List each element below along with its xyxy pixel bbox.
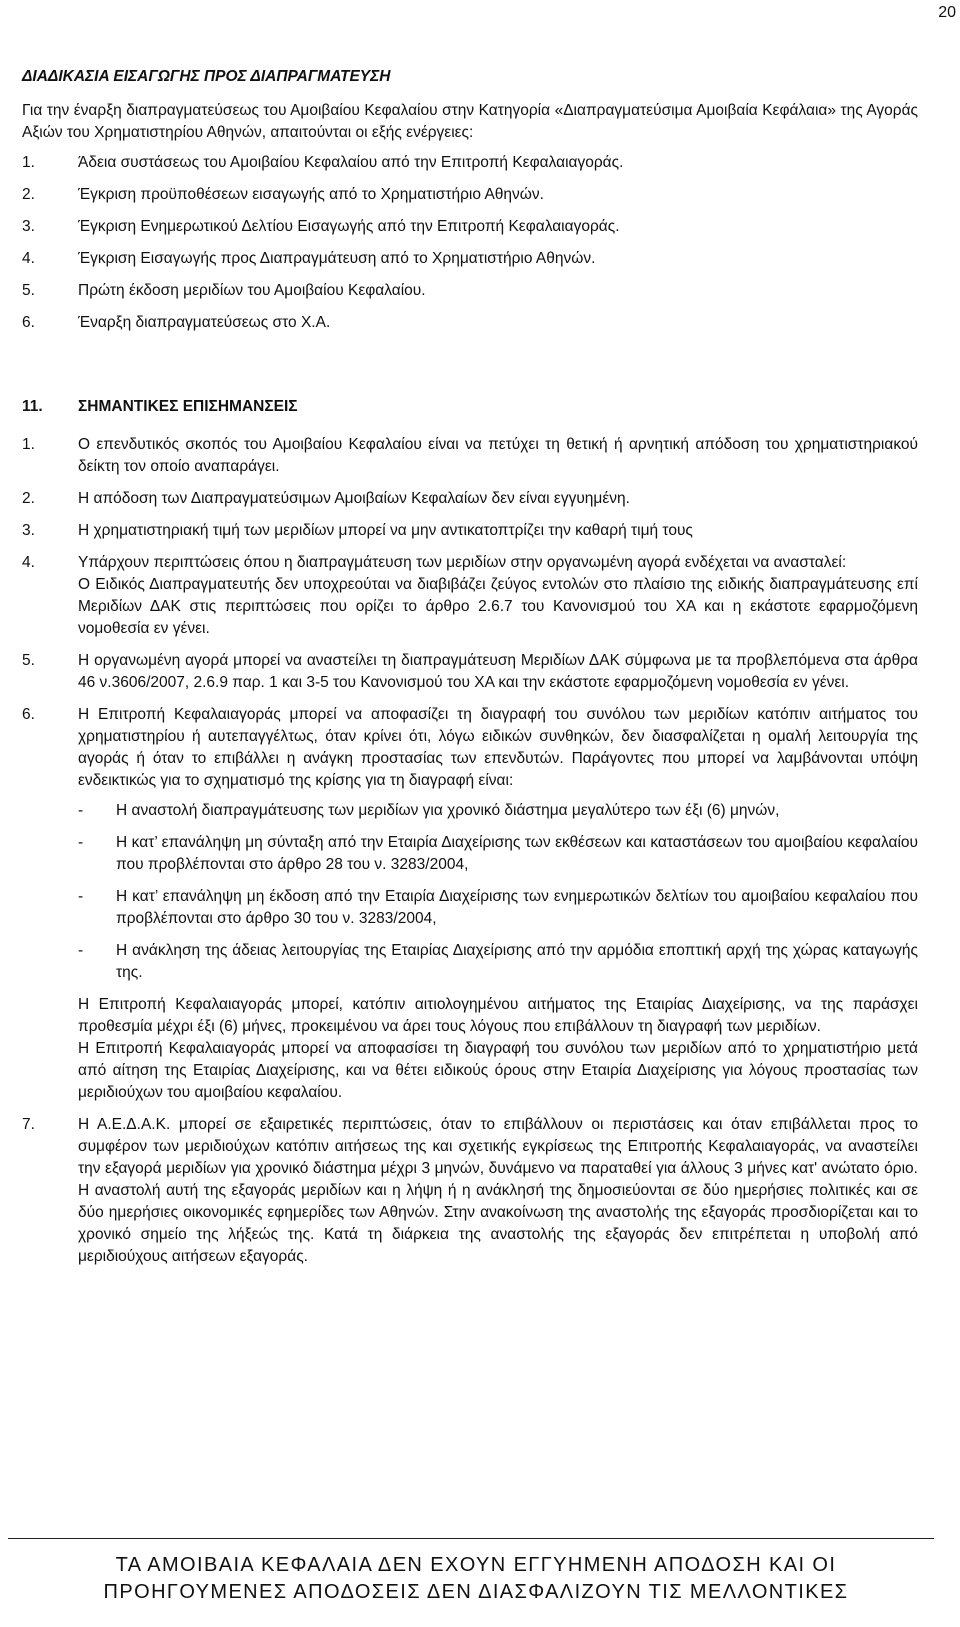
step-text: Έγκριση Εισαγωγής προς Διαπραγμάτευση από το Χρηματιστήριο Αθηνών. (78, 250, 596, 267)
step-number: 1. (22, 154, 35, 171)
dash-item (78, 886, 918, 930)
note-indented-paragraph: Ο Ειδικός Διαπραγματευτής δεν υποχρεούται να διαβιβάζει ζεύγος εντολών στο πλαίσιο της ειδικής διαπραγμάτευσης επί Μεριδίων ΔΑΚ στις περιπτώσεις που ορίζει το άρθρο 2.6.7 του Κανονισμού του ΧΑ και η εκάστοτε εφαρμοζόμενη νομοθεσία εν γένει. (78, 576, 918, 637)
note-text: Η χρηματιστηριακή τιμή των μεριδίων μπορεί να μην αντικατοπτρίζει την καθαρή τιμή τους (78, 522, 693, 539)
note-followup-paragraph: Η Επιτροπή Κεφαλαιαγοράς μπορεί να αποφασίσει τη διαγραφή του συνόλου των μεριδίων από το χρηματιστήριο μετά από αίτηση της Εταιρίας Διαχείρισης, και να θέτει ειδικούς όρους στην Εταιρία Διαχείρισης για λόγους προστασίας των μεριδιούχων του αμοιβαίου κεφαλαίου. (78, 1040, 918, 1101)
dash-item (78, 940, 918, 984)
procedure-title: ΔΙΑΔΙΚΑΣΙΑ ΕΙΣΑΓΩΓΗΣ ΠΡΟΣ ΔΙΑΠΡΑΓΜΑΤΕΥΣΗ (22, 68, 391, 85)
delisting-factors-list (78, 800, 918, 984)
note-text: Υπάρχουν περιπτώσεις όπου η διαπραγμάτευση των μεριδίων στην οργανωμένη αγορά ενδέχεται να ανασταλεί: (78, 554, 847, 571)
note-item (22, 704, 918, 1104)
dash-item (78, 832, 918, 876)
footer-disclaimer (16, 1552, 936, 1606)
page-number: 20 (938, 4, 956, 21)
procedure-steps (22, 152, 918, 334)
note-number: 3. (22, 522, 35, 539)
note-text: Η Α.Ε.Δ.Α.Κ. μπορεί σε εξαιρετικές περιπτώσεις, όταν το επιβάλλουν οι περιστάσεις και όταν επιβάλλεται προς το συμφέρον των μεριδιούχων κατόπιν αιτήσεως της και σχετικής εγκρίσεως της Επιτροπής Κεφαλαιαγοράς, να αναστείλει την εξαγορά μεριδίων για χρονικό διάστημα μέχρι 3 μηνών, δυνάμενο να παραταθεί για άλλους 3 μήνες κατ' ανώτατο όριο. Η αναστολή αυτή της εξαγοράς μεριδίων και η λήψη ή η ανάκλησή της δημοσιεύονται σε δύο ημερήσιες πολιτικές και σε δύο ημερήσιες οικονομικές εφημερίδες των Αθηνών. Στην ανακοίνωση της αναστολής της εξαγοράς προσδιορίζεται και το χρονικό σημείο της λήξεώς της. Κατά τη διάρκεια της αναστολής της εξαγοράς δεν επιτρέπεται η υποβολή από μεριδιούχους αιτήσεων εξαγοράς. (78, 1116, 918, 1265)
note-number: 4. (22, 554, 35, 571)
note-item (22, 434, 918, 478)
procedure-step (22, 152, 918, 174)
step-text: Άδεια συστάσεως του Αμοιβαίου Κεφαλαίου από την Επιτροπή Κεφαλαιαγοράς. (78, 154, 624, 171)
dash-text: Η αναστολή διαπραγμάτευσης των μεριδίων για χρονικό διάστημα μεγαλύτερο των έξι (6) μηνών, (116, 802, 780, 819)
note-text: Η Επιτροπή Κεφαλαιαγοράς μπορεί να αποφασίζει τη διαγραφή του συνόλου των μεριδίων κατόπιν αιτήματος του χρηματιστηρίου ή αυτεπαγγέλτως, όταν κρίνει ότι, λόγω ειδικών συνθηκών, δεν διασφαλίζεται η ομαλή λειτουργία της αγοράς ή όταν το επιβάλλει η ανάγκη προστασίας των επενδυτών. Παράγοντες που μπορεί να λαμβάνονται υπόψη ενδεικτικώς για το σχηματισμό της κρίσης για τη διαγραφή είναι: (78, 706, 918, 789)
note-item (22, 552, 918, 640)
note-text: Ο επενδυτικός σκοπός του Αμοιβαίου Κεφαλαίου είναι να πετύχει τη θετική ή αρνητική απόδοση του χρηματιστηριακού δείκτη τον οποίο αναπαράγει. (78, 436, 918, 475)
step-number: 5. (22, 282, 35, 299)
step-number: 4. (22, 250, 35, 267)
dash-bullet: - (78, 834, 84, 851)
dash-text: Η κατ’ επανάληψη μη έκδοση από την Εταιρία Διαχείρισης των ενημερωτικών δελτίων του αμοιβαίου κεφαλαίου που προβλέπονται στο άρθρο 30 του ν. 3283/2004, (116, 888, 918, 927)
note-number: 2. (22, 490, 35, 507)
step-number: 2. (22, 186, 35, 203)
step-text: Έγκριση Ενημερωτικού Δελτίου Εισαγωγής από την Επιτροπή Κεφαλαιαγοράς. (78, 218, 620, 235)
step-text: Έναρξη διαπραγματεύσεως στο Χ.Α. (78, 314, 331, 331)
notes-heading (22, 396, 918, 418)
dash-bullet: - (78, 888, 84, 905)
procedure-intro: Για την έναρξη διαπραγματεύσεως του Αμοιβαίου Κεφαλαίου στην Κατηγορία «Διαπραγματεύσιμα Αμοιβαία Κεφάλαια» της Αγοράς Αξιών του Χρηματιστηρίου Αθηνών, απαιτούνται οι εξής ενέργειες: (22, 102, 918, 141)
note-followup-paragraph: Η Επιτροπή Κεφαλαιαγοράς μπορεί, κατόπιν αιτιολογημένου αιτήματος της Εταιρίας Διαχείρισης, να της παράσχει προθεσμία μέχρι έξι (6) μήνες, προκειμένου να άρει τους λόγους που επιβάλλουν τη διαγραφή των μεριδίων. (78, 996, 918, 1035)
dash-text: Η κατ’ επανάληψη μη σύνταξη από την Εταιρία Διαχείρισης των εκθέσεων και καταστάσεων του αμοιβαίου κεφαλαίου που προβλέπονται στο άρθρο 28 του ν. 3283/2004, (116, 834, 918, 873)
note-text: Η οργανωμένη αγορά μπορεί να αναστείλει τη διαπραγμάτευση Μεριδίων ΔΑΚ σύμφωνα με τα προβλεπόμενα στα άρθρα 46 ν.3606/2007, 2.6.9 παρ. 1 και 3-5 του Κανονισμού του ΧΑ και την εκάστοτε εφαρμοζόμενη νομοθεσία εν γένει. (78, 652, 918, 691)
note-number: 6. (22, 706, 35, 723)
note-item (22, 488, 918, 510)
note-item (22, 650, 918, 694)
section-title: ΣΗΜΑΝΤΙΚΕΣ ΕΠΙΣΗΜΑΝΣΕΙΣ (78, 398, 298, 415)
procedure-step (22, 280, 918, 302)
procedure-step (22, 312, 918, 334)
step-number: 3. (22, 218, 35, 235)
footer-line: ΠΡΟΗΓΟΥΜΕΝΕΣ ΑΠΟΔΟΣΕΙΣ ΔΕΝ ΔΙΑΣΦΑΛΙΖΟΥΝ ΤΙΣ ΜΕΛΛΟΝΤΙΚΕΣ (103, 1581, 849, 1603)
procedure-step (22, 248, 918, 270)
step-number: 6. (22, 314, 35, 331)
footer-divider (8, 1538, 934, 1539)
section-number: 11. (22, 398, 43, 415)
note-number: 5. (22, 652, 35, 669)
note-number: 1. (22, 436, 35, 453)
procedure-step (22, 216, 918, 238)
dash-text: Η ανάκληση της άδειας λειτουργίας της Εταιρίας Διαχείρισης από την αρμόδια εποπτική αρχή της χώρας καταγωγής της. (116, 942, 918, 981)
dash-item (78, 800, 918, 822)
notes-list (22, 434, 918, 1268)
step-text: Έγκριση προϋποθέσεων εισαγωγής από το Χρηματιστήριο Αθηνών. (78, 186, 544, 203)
note-item (22, 520, 918, 542)
step-text: Πρώτη έκδοση μεριδίων του Αμοιβαίου Κεφαλαίου. (78, 282, 426, 299)
note-number: 7. (22, 1116, 35, 1133)
note-text: Η απόδοση των Διαπραγματεύσιμων Αμοιβαίων Κεφαλαίων δεν είναι εγγυημένη. (78, 490, 630, 507)
footer-line: ΤΑ ΑΜΟΙΒΑΙΑ ΚΕΦΑΛΑΙΑ ΔΕΝ ΕΧΟΥΝ ΕΓΓΥΗΜΕΝΗ ΑΠΟΔΟΣΗ ΚΑΙ ΟΙ (115, 1554, 837, 1576)
procedure-step (22, 184, 918, 206)
document-body (22, 66, 918, 1278)
dash-bullet: - (78, 802, 84, 819)
dash-bullet: - (78, 942, 84, 959)
note-item (22, 1114, 918, 1268)
